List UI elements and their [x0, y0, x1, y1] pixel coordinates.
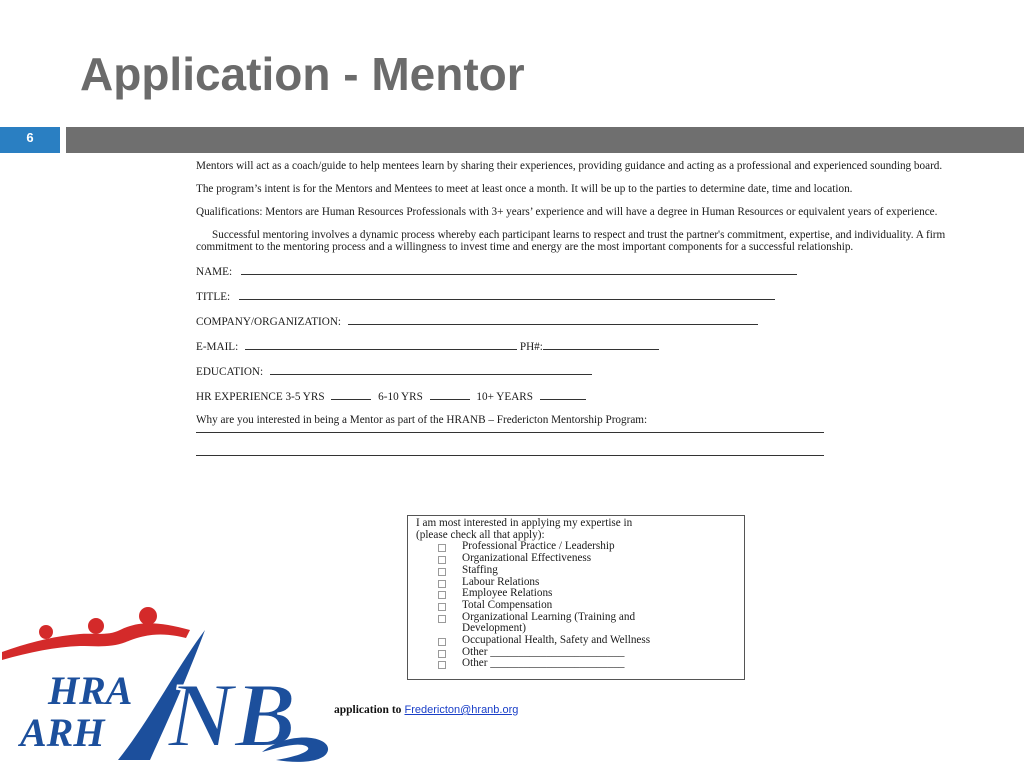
company-label: COMPANY/ORGANIZATION:: [196, 316, 342, 328]
title-label: TITLE:: [196, 291, 231, 303]
company-input-line[interactable]: [348, 314, 758, 325]
interest-question: Why are you interested in being a Mentor as part of the HRANB – Fredericton Mentorship Program:: [196, 414, 648, 426]
checkbox[interactable]: [438, 661, 446, 669]
header-divider-bar: [66, 127, 1024, 153]
expertise-option[interactable]: Employee Relations: [416, 588, 736, 600]
slide-number-badge: 6: [0, 127, 60, 153]
expertise-heading-1: I am most interested in applying my expertise in: [416, 517, 633, 529]
expertise-option[interactable]: Organizational Effectiveness: [416, 553, 736, 565]
phone-input-line[interactable]: [543, 339, 659, 350]
checkbox[interactable]: [438, 580, 446, 588]
checkbox[interactable]: [438, 556, 446, 564]
email-input-line[interactable]: [245, 339, 517, 350]
hr-experience-label: HR EXPERIENCE 3-5 YRS: [196, 391, 325, 403]
email-label: E-MAIL:: [196, 341, 239, 353]
checkbox[interactable]: [438, 638, 446, 646]
exp-6-10-label: 6-10 YRS: [378, 391, 423, 403]
title-input-line[interactable]: [239, 289, 775, 300]
expertise-option-other[interactable]: Other ________________________: [416, 647, 736, 659]
name-field-row: [196, 264, 946, 278]
application-form: [196, 160, 946, 456]
checkbox[interactable]: [438, 568, 446, 576]
exp-6-10-line[interactable]: [430, 389, 470, 400]
intro-paragraph: Mentors will act as a coach/guide to help mentees learn by sharing their experiences, providing guidance and acting as a professional and experienced sounding board.: [196, 160, 943, 172]
slide-title: Application - Mentor: [80, 48, 525, 100]
mentoring-paragraph: Successful mentoring involves a dynamic process whereby each participant learns to respect and trust the partner's commitment, expertise, and individuality. A firm commitment to the mentoring process and a willingness to invest time and energy are the most important components for a successful relationship.: [196, 229, 946, 253]
checkbox[interactable]: [438, 544, 446, 552]
logo-nb-text: NB: [168, 664, 296, 766]
interest-question-row: [196, 414, 946, 456]
education-field-row: [196, 364, 946, 378]
expertise-heading-2: (please check all that apply):: [416, 528, 545, 541]
checkbox[interactable]: [438, 650, 446, 658]
checkbox[interactable]: [438, 615, 446, 623]
name-label: NAME:: [196, 266, 233, 278]
expertise-option[interactable]: Labour Relations: [416, 577, 736, 589]
exp-3-5-line[interactable]: [331, 389, 371, 400]
expertise-option[interactable]: Staffing: [416, 565, 736, 577]
education-input-line[interactable]: [270, 364, 592, 375]
name-input-line[interactable]: [241, 264, 797, 275]
expertise-option[interactable]: Occupational Health, Safety and Wellness: [416, 635, 736, 647]
exp-10plus-label: 10+ YEARS: [476, 391, 533, 403]
expertise-option-other[interactable]: Other ________________________: [416, 658, 736, 670]
email-field-row: [196, 339, 946, 353]
expertise-option[interactable]: Professional Practice / Leadership: [416, 541, 736, 553]
qualifications-paragraph: Qualifications: Mentors are Human Resources Professionals with 3+ years’ experience and will have a degree in Human Resources or equivalent years of experience.: [196, 206, 938, 218]
meeting-paragraph: The program’s intent is for the Mentors and Mentees to meet at least once a month. It will be up to the parties to determine date, time and location.: [196, 183, 853, 195]
hr-experience-row: [196, 389, 946, 403]
logo-hra-text: HRA: [48, 668, 133, 713]
expertise-option[interactable]: Organizational Learning (Training and Development): [416, 612, 736, 635]
title-field-row: [196, 289, 946, 303]
checkbox[interactable]: [438, 591, 446, 599]
phone-label: PH#:: [519, 341, 543, 353]
submission-prefix: application to: [334, 704, 402, 716]
submission-email-link[interactable]: Fredericton@hranb.org: [404, 704, 519, 716]
hranb-logo: [0, 600, 340, 768]
company-field-row: [196, 314, 946, 328]
checkbox[interactable]: [438, 603, 446, 611]
exp-10plus-line[interactable]: [540, 389, 586, 400]
logo-arh-text: ARH: [20, 710, 105, 755]
education-label: EDUCATION:: [196, 366, 264, 378]
expertise-checklist: [407, 515, 745, 680]
expertise-option[interactable]: Total Compensation: [416, 600, 736, 612]
submission-note: [334, 704, 518, 716]
logo-figures-icon: [2, 607, 190, 660]
answer-line-2[interactable]: [196, 441, 824, 456]
